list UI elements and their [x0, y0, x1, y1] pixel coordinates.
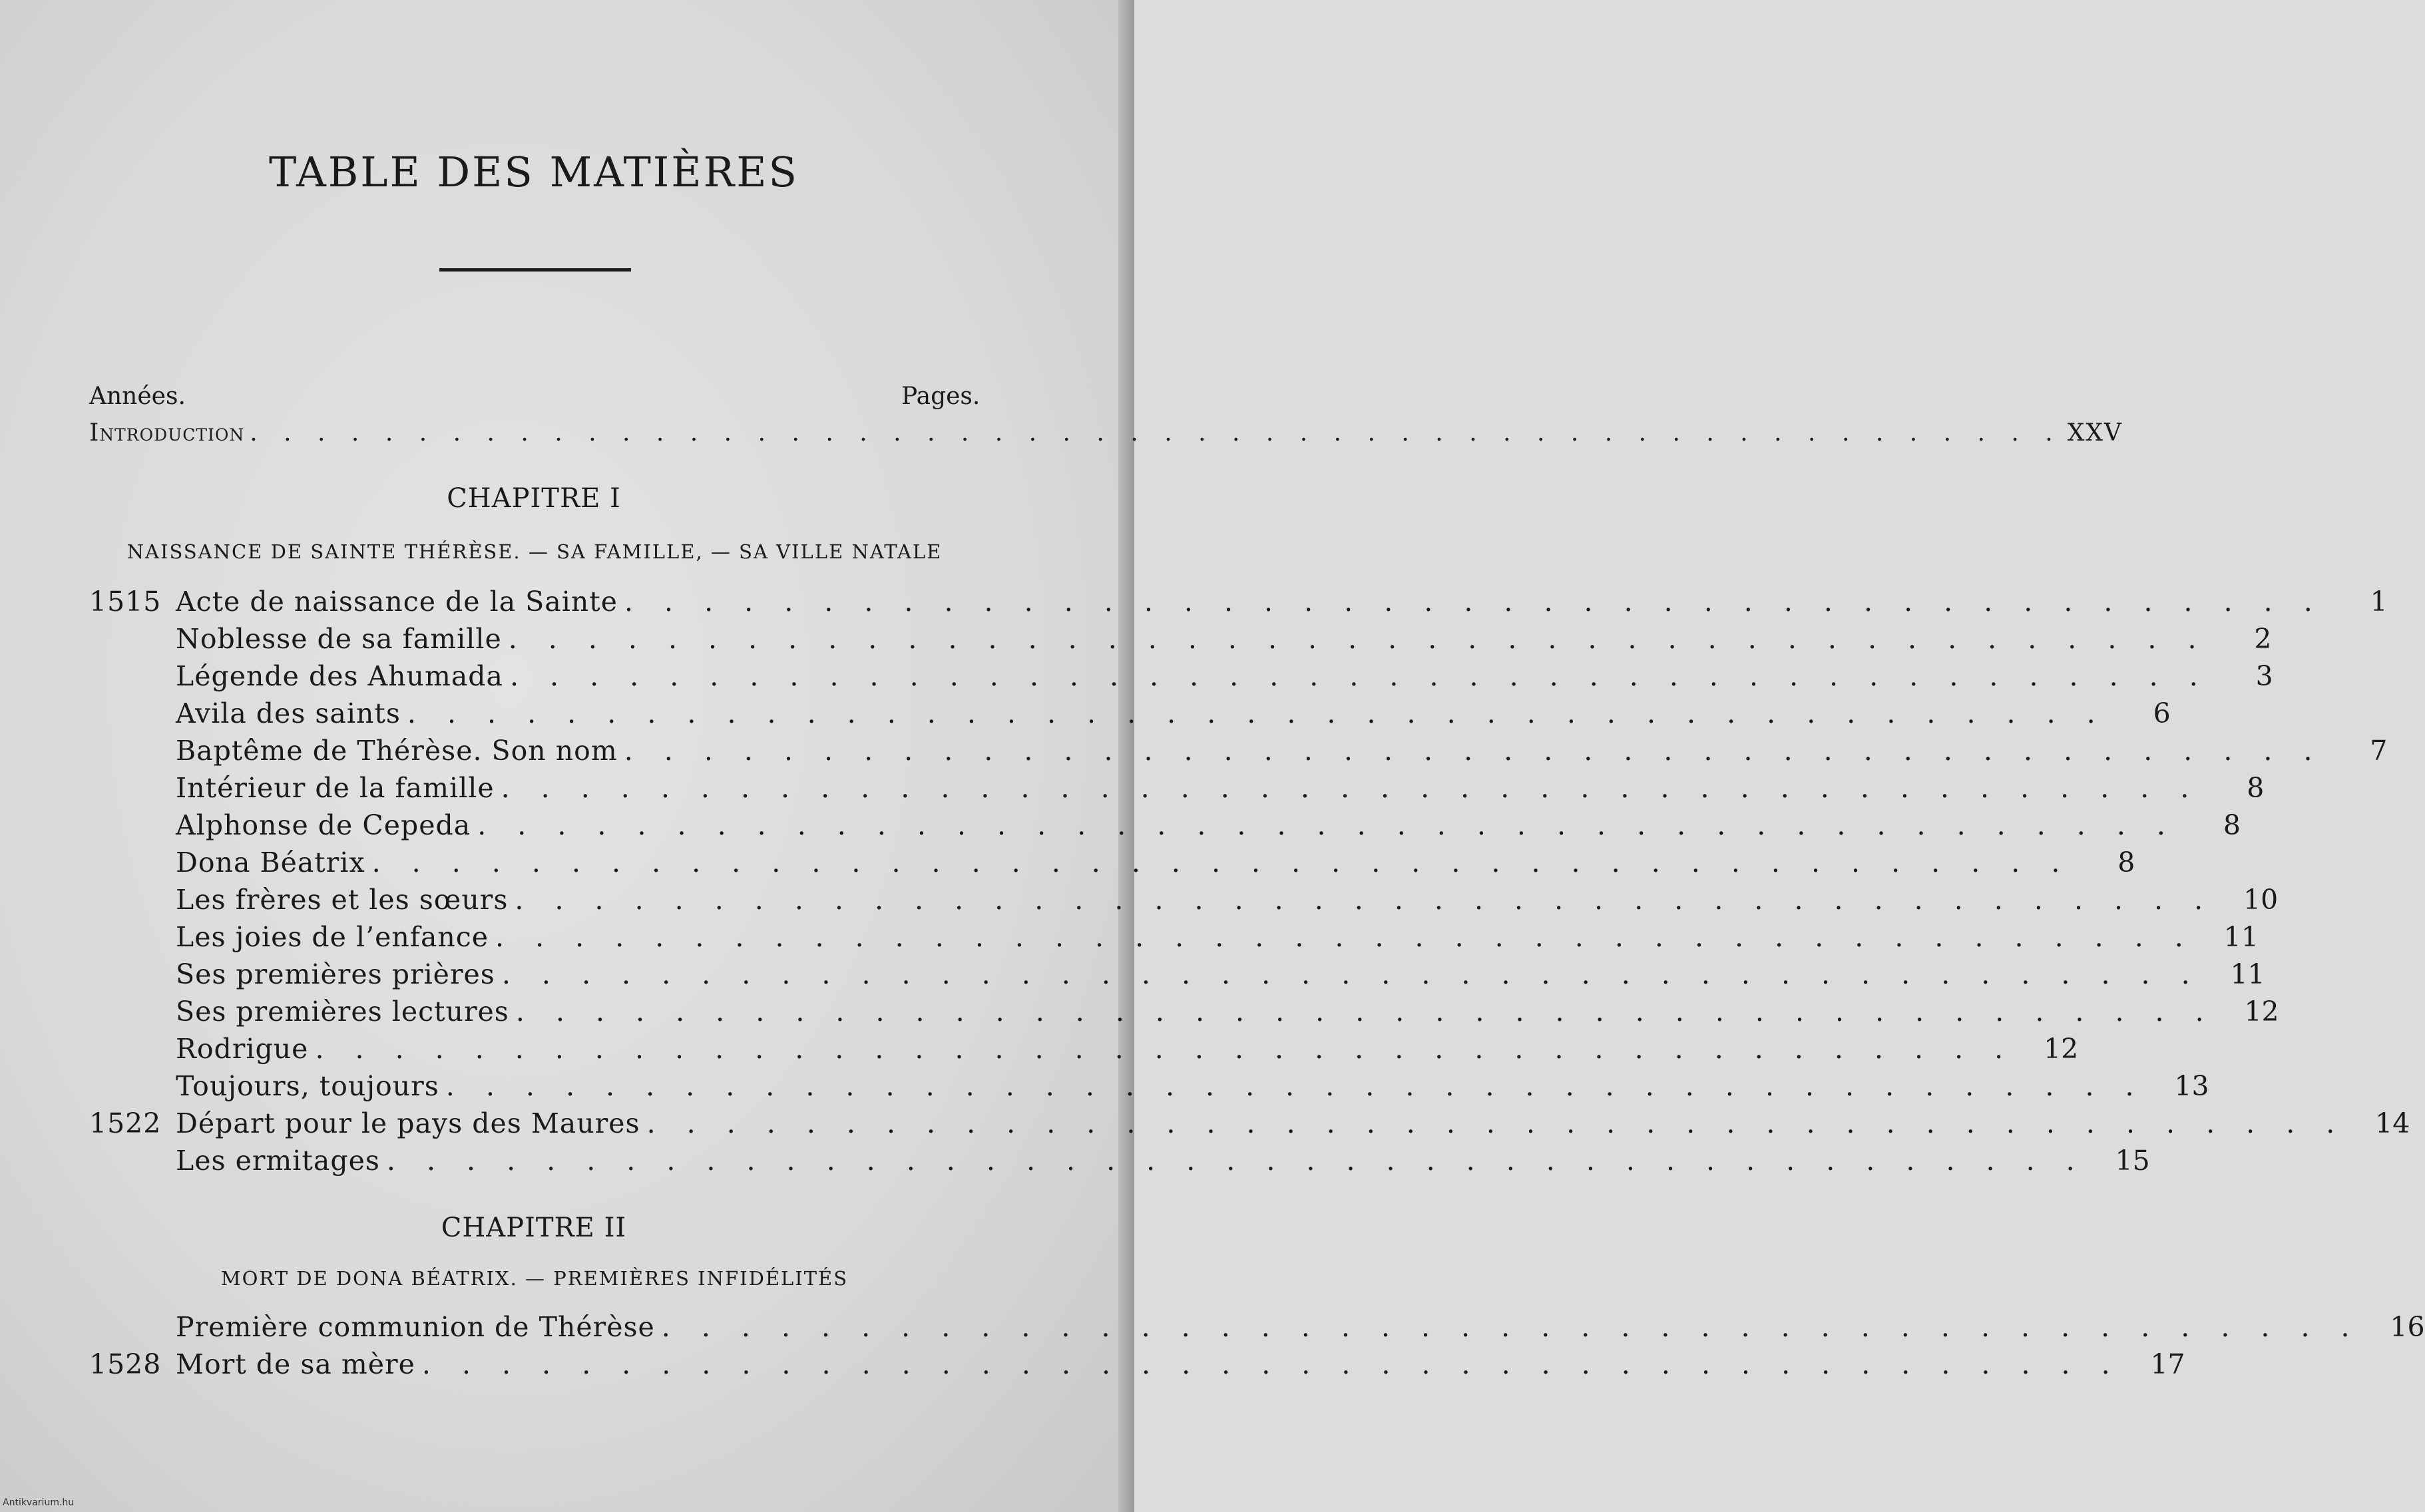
entry-title: Ses premières prières — [176, 958, 495, 990]
entry-page: 14 — [2375, 1107, 2410, 1139]
toc-entry — [89, 772, 2265, 809]
page-title: TABLE DES MATIÈRES — [269, 148, 799, 196]
entry-title: Les joies de l’enfance — [176, 921, 489, 953]
toc-entry — [89, 623, 2272, 660]
entry-title: Alphonse de Cepeda — [176, 809, 471, 841]
dot-leader: . . . . . . . . . . . . . . . . . . . . . . . . . . . . . . . . . . . . . . . . . . . — [495, 921, 2195, 953]
entry-page: 8 — [2117, 847, 2135, 878]
entry-title: Baptême de Thérèse. Son nom — [176, 735, 618, 767]
toc-entry — [89, 1311, 2425, 1348]
toc-entry — [89, 809, 2241, 847]
toc-entry — [89, 847, 2135, 884]
years-column-header: Années. — [89, 383, 186, 410]
toc-entry — [89, 921, 2259, 958]
entry-title: Ses premières lectures — [176, 996, 509, 1028]
toc-entry — [89, 1145, 2150, 1182]
entry-page: 7 — [2370, 735, 2388, 767]
entry-title: Dona Béatrix — [176, 847, 365, 878]
toc-entry — [89, 996, 2279, 1033]
toc-entry — [89, 1070, 2209, 1107]
entry-page: 16 — [2390, 1311, 2425, 1343]
entry-title: Première communion de Thérèse — [176, 1311, 655, 1343]
toc-entry — [89, 1107, 2410, 1145]
entry-page: 12 — [2244, 996, 2279, 1028]
toc-entry — [89, 1033, 2079, 1070]
toc-entry — [89, 884, 2279, 921]
entry-page: 17 — [2150, 1348, 2185, 1380]
entry-page: 8 — [2247, 772, 2265, 804]
entry-title: Toujours, toujours — [176, 1070, 439, 1102]
toc-entry — [89, 735, 2388, 772]
dot-leader: . . . . . . . . . . . . . . . . . . . . . . . . . . . . . . . . . . . . . . . . . . . — [421, 1348, 2121, 1380]
entry-page: 15 — [2115, 1145, 2150, 1177]
dot-leader: . . . . . . . . . . . . . . . . . . . . . . . . . . . . . . . . . . . . . . . . . . . — [508, 623, 2208, 655]
toc-entry — [89, 586, 2388, 623]
entry-title: Les ermitages — [176, 1145, 380, 1177]
entry-title: Rodrigue — [176, 1033, 309, 1065]
dot-leader: . . . . . . . . . . . . . . . . . . . . . . . . . . . . . . . . . . . . . . . . . . . . . . . . . . . . . . — [250, 419, 2062, 447]
entry-title: Légende des Ahumada — [176, 660, 503, 692]
introduction-entry — [89, 419, 2123, 451]
chapter-subtitle: NAISSANCE DE SAINTE THÉRÈSE. — SA FAMILLE, — SA VILLE NATALE — [126, 540, 943, 563]
dot-leader: . . . . . . . . . . . . . . . . . . . . . . . . . . . . . . . . . . . . . . . . . . . — [509, 660, 2209, 692]
entry-page: 10 — [2243, 884, 2279, 916]
dot-leader: . . . . . . . . . . . . . . . . . . . . . . . . . . . . . . . . . . . . . . . . . . . — [515, 884, 2215, 916]
entry-year: 1522 — [89, 1107, 162, 1139]
dot-leader: . . . . . . . . . . . . . . . . . . . . . . . . . . . . . . . . . . . . . . . . . . . — [407, 697, 2107, 729]
entry-title: Mort de sa mère — [176, 1348, 415, 1380]
dot-leader: . . . . . . . . . . . . . . . . . . . . . . . . . . . . . . . . . . . . . . . . . . . — [371, 847, 2072, 878]
entry-title: Les frères et les sœurs — [176, 884, 509, 916]
chapter-heading: CHAPITRE I — [447, 483, 621, 514]
dot-leader: . . . . . . . . . . . . . . . . . . . . . . . . . . . . . . . . . . . . . . . . . . . — [624, 735, 2324, 767]
entry-page: 2 — [2254, 623, 2272, 655]
dot-leader: . . . . . . . . . . . . . . . . . . . . . . . . . . . . . . . . . . . . . . . . . . . — [624, 586, 2324, 618]
entry-title: Acte de naissance de la Sainte — [176, 586, 618, 618]
chapter-subtitle: MORT DE DONA BÉATRIX. — PREMIÈRES INFIDÉLITÉS — [220, 1267, 849, 1290]
entry-page: 1 — [2370, 586, 2388, 618]
introduction-label: Introduction — [89, 419, 245, 447]
entry-page: 13 — [2174, 1070, 2209, 1102]
entry-year: 1528 — [89, 1348, 162, 1380]
toc-entry — [89, 697, 2171, 735]
entry-title: Avila des saints — [176, 697, 401, 729]
watermark-footer: Antikvarium.hu — [3, 1497, 75, 1508]
entry-page: 6 — [2153, 697, 2171, 729]
dot-leader: . . . . . . . . . . . . . . . . . . . . . . . . . . . . . . . . . . . . . . . . . . . — [661, 1311, 2361, 1343]
dot-leader: . . . . . . . . . . . . . . . . . . . . . . . . . . . . . . . . . . . . . . . . . . . — [445, 1070, 2145, 1102]
dot-leader: . . . . . . . . . . . . . . . . . . . . . . . . . . . . . . . . . . . . . . . . . . . — [477, 809, 2177, 841]
entry-page: 11 — [2223, 921, 2259, 953]
entry-page: 11 — [2230, 958, 2265, 990]
toc-entry — [89, 1348, 2185, 1386]
entry-title: Départ pour le pays des Maures — [176, 1107, 640, 1139]
entry-title: Noblesse de sa famille — [176, 623, 502, 655]
dot-leader: . . . . . . . . . . . . . . . . . . . . . . . . . . . . . . . . . . . . . . . . . . . — [501, 958, 2201, 990]
pages-column-header: Pages. — [901, 383, 981, 410]
toc-entry — [89, 958, 2265, 996]
entry-page: 3 — [2255, 660, 2273, 692]
dot-leader: . . . . . . . . . . . . . . . . . . . . . . . . . . . . . . . . . . . . . . . . . . . — [646, 1107, 2346, 1139]
chapter-heading: CHAPITRE II — [441, 1213, 627, 1243]
toc-entry — [89, 660, 2273, 697]
title-rule — [439, 268, 631, 272]
dot-leader: . . . . . . . . . . . . . . . . . . . . . . . . . . . . . . . . . . . . . . . . . . . — [386, 1145, 2086, 1177]
introduction-page: XXV — [2067, 419, 2123, 447]
entry-page: 12 — [2044, 1033, 2079, 1065]
dot-leader: . . . . . . . . . . . . . . . . . . . . . . . . . . . . . . . . . . . . . . . . . . . — [315, 1033, 2015, 1065]
entry-page: 8 — [2223, 809, 2241, 841]
entry-title: Intérieur de la famille — [176, 772, 495, 804]
dot-leader: . . . . . . . . . . . . . . . . . . . . . . . . . . . . . . . . . . . . . . . . . . . — [515, 996, 2215, 1028]
dot-leader: . . . . . . . . . . . . . . . . . . . . . . . . . . . . . . . . . . . . . . . . . . . — [501, 772, 2201, 804]
entry-year: 1515 — [89, 586, 162, 618]
